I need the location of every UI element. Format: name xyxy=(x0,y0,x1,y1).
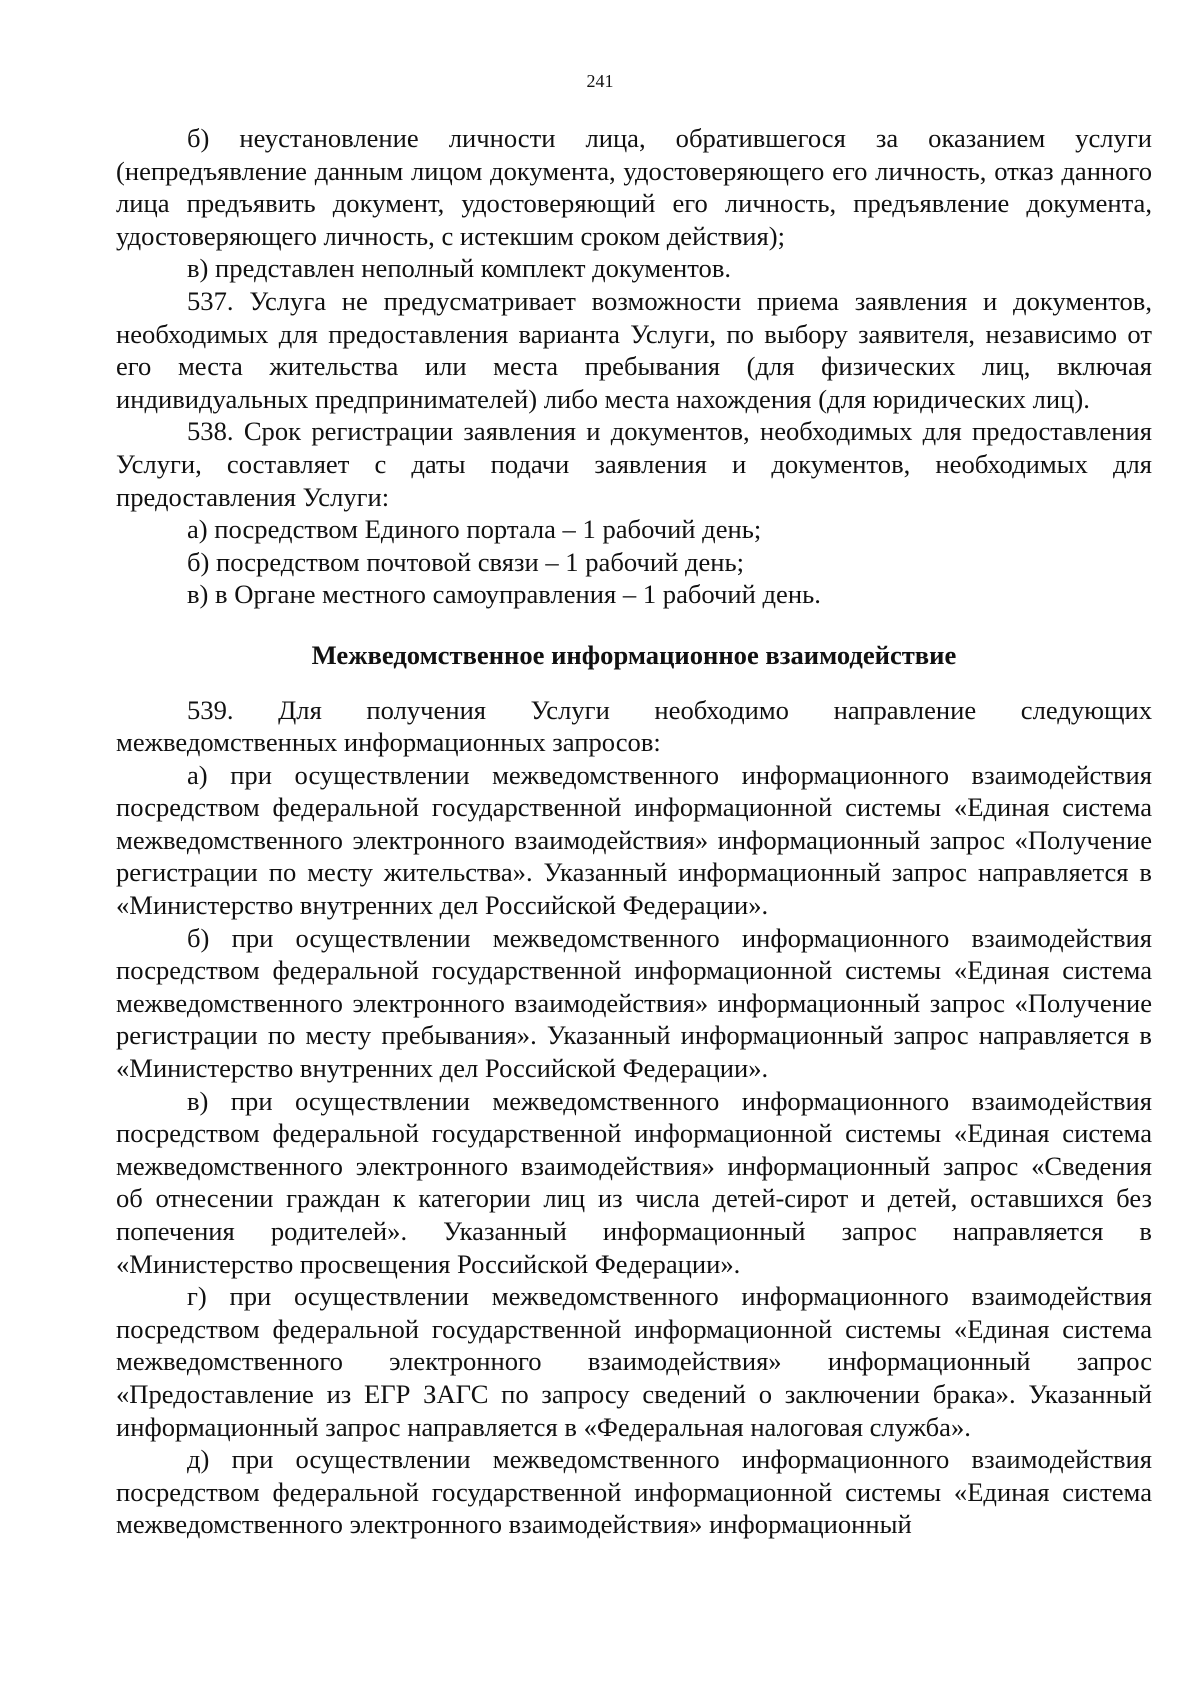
paragraph: 537. Услуга не предусматривает возможности приема заявления и документов, необходимых для предоставления варианта Услуги, по выбору заявителя, независимо от его места жительства или места пребывания (для физических лиц, включая индивидуальных предпринимателей) либо места нахождения (для юридических лиц). xyxy=(116,285,1152,414)
document-body xyxy=(116,122,1152,1541)
paragraph: 538. Срок регистрации заявления и документов, необходимых для предоставления Услуги, составляет с даты подачи заявления и документов, необходимых для предоставления Услуги: xyxy=(116,416,1152,512)
paragraph: в) представлен неполный комплект документов. xyxy=(187,253,732,284)
paragraph: г) при осуществлении межведомственного информационного взаимодействия посредством федеральной государственной информационной системы «Единая система межведомственного электронного взаимодействия» информационный запрос «Предоставление из ЕГР ЗАГС по запросу сведений о заключении брака». Указанный информационный запрос направляется в «Федеральная налоговая служба». xyxy=(116,1281,1152,1442)
page-number: 241 xyxy=(586,71,614,91)
paragraph: б) посредством почтовой связи – 1 рабочий день; xyxy=(187,546,745,577)
paragraph: в) при осуществлении межведомственного информационного взаимодействия посредством федеральной государственной информационной системы «Единая система межведомственного электронного взаимодействия» информационный запрос «Сведения об отнесении граждан к категории лиц из числа детей-сирот и детей, оставшихся без попечения родителей». Указанный информационный запрос направляется в «Министерство просвещения Российской Федерации». xyxy=(116,1085,1152,1279)
paragraph: д) при осуществлении межведомственного информационного взаимодействия посредством федеральной государственной информационной системы «Единая система межведомственного электронного взаимодействия» информационный xyxy=(116,1444,1152,1540)
paragraph: 539. Для получения Услуги необходимо направление следующих межведомственных информационных запросов: xyxy=(116,694,1152,758)
paragraph: б) неустановление личности лица, обратившегося за оказанием услуги (непредъявление данным лицом документа, удостоверяющего его личность, отказ данного лица предъявить документ, удостоверяющий его личность, предъявление документа, удостоверяющего личность, с истекшим сроком действия); xyxy=(116,123,1152,251)
paragraph: б) при осуществлении межведомственного информационного взаимодействия посредством федеральной государственной информационной системы «Единая система межведомственного электронного взаимодействия» информационный запрос «Получение регистрации по месту пребывания». Указанный информационный запрос направляется в «Министерство внутренних дел Российской Федерации». xyxy=(116,922,1152,1084)
paragraph: а) посредством Единого портала – 1 рабочий день; xyxy=(187,514,762,545)
section-heading: Межведомственное информационное взаимодействие xyxy=(311,639,957,670)
paragraph: в) в Органе местного самоуправления – 1 рабочий день. xyxy=(187,579,821,610)
paragraph: а) при осуществлении межведомственного информационного взаимодействия посредством федеральной государственной информационной системы «Единая система межведомственного электронного взаимодействия» информационный запрос «Получение регистрации по месту жительства». Указанный информационный запрос направляется в «Министерство внутренних дел Российской Федерации». xyxy=(116,759,1152,921)
